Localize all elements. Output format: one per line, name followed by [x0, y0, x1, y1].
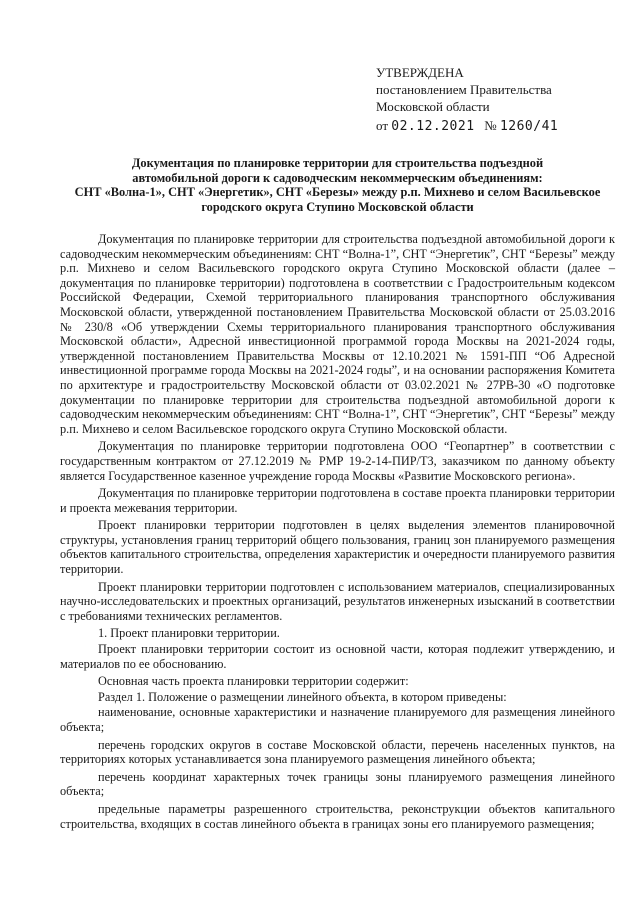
approval-number-sign: № — [484, 118, 497, 133]
paragraph-purpose: Проект планировки территории подготовлен в целях выделения элементов планировочной структуры, установления границ территорий общего пользования, границ зон планируемого размещения объектов капитального строительства, определения характеристик и очередности планируемого развития территории. — [60, 518, 615, 577]
paragraph-main-part: Основная часть проекта планировки территории содержит: — [98, 674, 409, 689]
paragraph-developer: Документация по планировке территории подготовлена ООО “Геопартнер” в соответствии с государственным контрактом от 27.12.2019 № РМР 19-2-14-ПИР/ТЗ, заказчиком по данному объекту является Государственное казенное учреждение города Москвы «Развитие Московского региона». — [60, 439, 615, 483]
paragraph-preamble: Документация по планировке территории для строительства подъездной автомобильной дороги к садоводческим некоммерческим объединениям: СНТ “Волна-1”, СНТ “Энергетик”, СНТ “Березы” между р.п. Михнево и селом Васильевского городского округа Ступино Московской области (далее – документация по планировке территории) подготовлена в соответствии с Градостроительным кодексом Российской Федерации, Схемой территориального планирования транспортного обслуживания Московской области, утвержденной постановлением Правительства Московской области от 25.03.2016 № 230/8 «Об утверждении Схемы территориального планирования транспортного обслуживания Московской области», Адресной инвестиционной программой города Москвы на 2021-2024 годы, утвержденной постановлением Правительства Москвы от 12.10.2021 № 1591-ПП “Об Адресной инвестиционной программе города Москвы на 2021-2024 годы”, и на основании распоряжения Комитета по архитектуре и градостроительству Московской области от 03.02.2021 № 27РВ-30 «О подготовке документации по планировке территории для строительства подъездной автомобильной дороги к садоводческим некоммерческим объединениям: СНТ “Волна-1”, СНТ “Энергетик”, СНТ “Березы” между р.п. Михнево и селом Васильевское городского округа Ступино Московской области. — [60, 232, 615, 436]
approval-stamp — [376, 64, 626, 135]
paragraph-section-1: Раздел 1. Положение о размещении линейного объекта, в котором приведены: — [98, 689, 507, 704]
approval-number: 1260/41 — [499, 119, 559, 134]
approval-date: 02.12.2021 — [391, 119, 475, 134]
document-title — [60, 156, 615, 214]
list-item-coordinates: перечень координат характерных точек границы зоны планируемого размещения линейного объекта; — [60, 769, 615, 799]
approval-heading: УТВЕРЖДЕНА — [376, 65, 464, 80]
approval-authority: постановлением Правительства — [376, 82, 552, 97]
title-line-3: СНТ «Волна-1», СНТ «Энергетик», СНТ «Березы» между р.п. Михнево и селом Васильевское — [74, 185, 601, 200]
title-line-4: городского округа Ступино Московской области — [201, 199, 474, 214]
approval-region: Московской области — [376, 99, 490, 114]
paragraph-materials: Проект планировки территории подготовлен с использованием материалов, специализированных научно-исследовательских и проектных организаций, результатов инженерных изысканий в соответствии с требованиями технических регламентов. — [60, 579, 615, 623]
title-line-2: автомобильной дороги к садоводческим некоммерческим объединениям: — [132, 170, 543, 185]
approval-date-line — [376, 117, 626, 135]
document-body — [60, 232, 615, 834]
list-item-parameters: предельные параметры разрешенного строительства, реконструкции объектов капитального строительства, входящих в состав линейного объекта в границах зоны его планируемого размещения; — [60, 801, 615, 831]
list-item-name: наименование, основные характеристики и назначение планируемого для размещения линейного объекта; — [60, 705, 615, 734]
section-heading-1: 1. Проект планировки территории. — [98, 626, 280, 641]
approval-date-prefix: от — [376, 118, 389, 133]
paragraph-composition: Документация по планировке территории подготовлена в составе проекта планировки территории и проекта межевания территории. — [60, 486, 615, 515]
paragraph-structure: Проект планировки территории состоит из основной части, которая подлежит утверждению, и материалов по ее обоснованию. — [60, 642, 615, 671]
list-item-districts: перечень городских округов в составе Московской области, перечень населенных пунктов, на территориях которых устанавливается зона планируемого размещения линейного объекта; — [60, 737, 615, 767]
title-line-1: Документация по планировке территории для строительства подъездной — [131, 156, 544, 170]
